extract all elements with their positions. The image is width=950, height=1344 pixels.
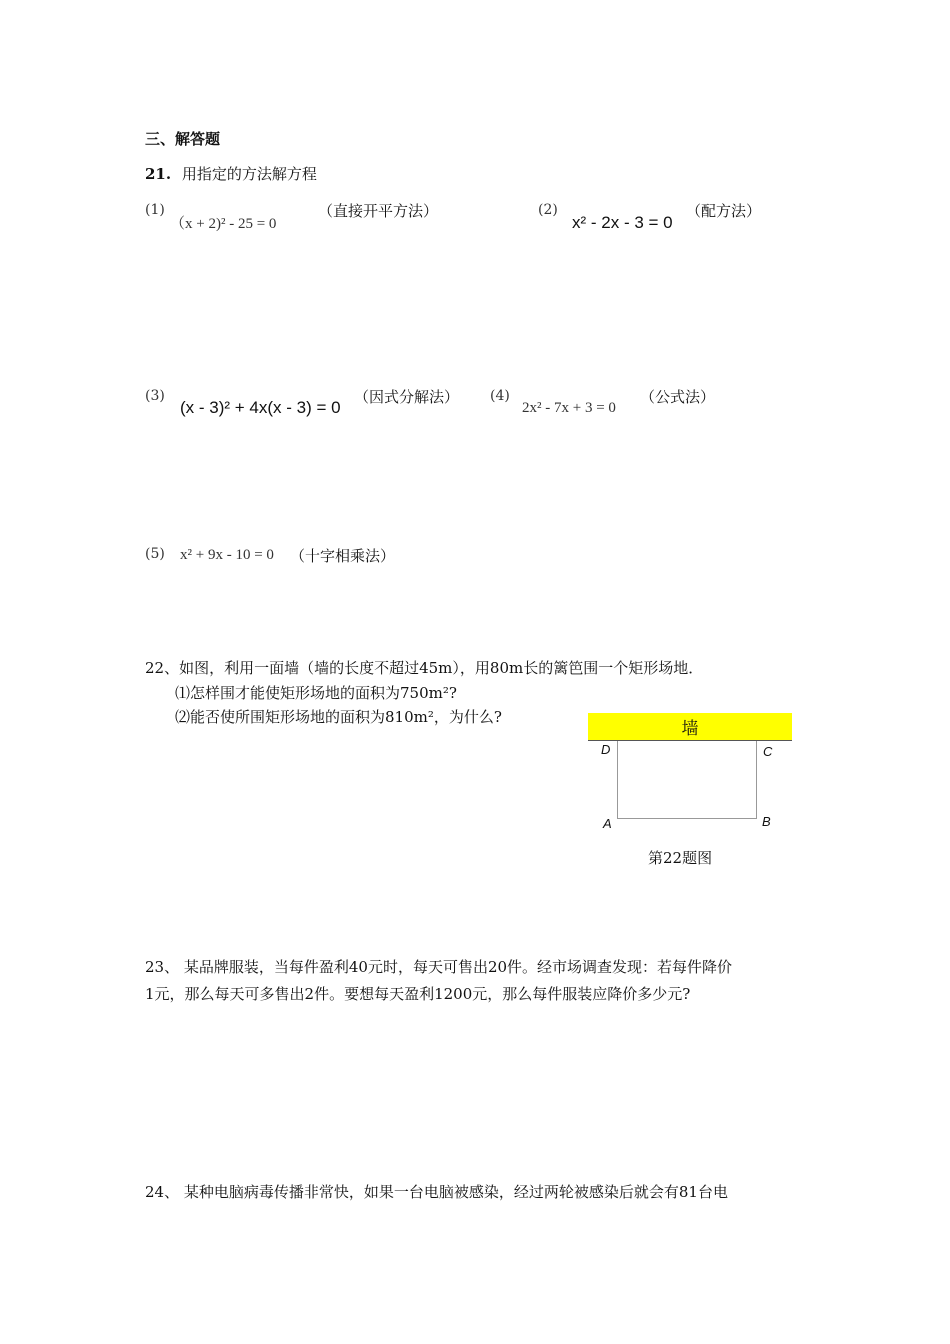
- point-d-label: D: [601, 742, 611, 757]
- figure-caption: 第22题图: [648, 849, 713, 867]
- q21-item5-index: (5): [145, 546, 165, 562]
- q21-item4-index: (4): [490, 388, 510, 404]
- q21-item4-method: （公式法）: [640, 388, 716, 406]
- q22-sub1: ⑴怎样围才能使矩形场地的面积为750m²?: [175, 684, 457, 702]
- section-title: 三、解答题: [145, 130, 221, 148]
- q21-prompt: 用指定的方法解方程: [181, 165, 317, 183]
- q21-item3-index: (3): [145, 388, 165, 404]
- q24-line1: 24、 某种电脑病毒传播非常快，如果一台电脑被感染，经过两轮被感染后就会有81台电: [145, 1183, 728, 1201]
- point-b-label: B: [762, 814, 771, 829]
- point-a-label: A: [603, 816, 612, 831]
- q21-header: [145, 163, 317, 184]
- q21-item2-index: (2): [538, 202, 558, 218]
- wall-label: 墙: [681, 719, 699, 739]
- q21-item1-index: (1): [145, 202, 165, 218]
- point-c-label: C: [763, 744, 773, 759]
- wall-bar: [588, 713, 792, 741]
- q21-item4-equation: 2x² - 7x + 3 = 0: [522, 400, 616, 416]
- q21-item2-method: （配方法）: [686, 202, 762, 220]
- q21-item1-equation: （x + 2)² - 25 = 0: [170, 216, 277, 232]
- q22-stem: 22、如图，利用一面墙（墙的长度不超过45m），用80m长的篱笆围一个矩形场地．: [145, 659, 704, 677]
- q23-line1: 23、 某品牌服装，当每件盈利40元时，每天可售出20件。经市场调查发现：若每件降价: [145, 958, 733, 976]
- q23-line2: 1元，那么每天可多售出2件。要想每天盈利1200元，那么每件服装应降价多少元?: [145, 985, 691, 1003]
- q22-sub2: ⑵能否使所围矩形场地的面积为810m²，为什么?: [175, 708, 502, 726]
- q21-item5-equation: x² + 9x - 10 = 0: [180, 547, 274, 563]
- q21-item3-method: （因式分解法）: [354, 388, 460, 406]
- q21-item5-method: （十字相乘法）: [290, 547, 396, 565]
- q21-item2-equation: x² - 2x - 3 = 0: [572, 213, 673, 232]
- q21-item3-equation: (x - 3)² + 4x(x - 3) = 0: [180, 398, 341, 417]
- rectangle-field: [617, 741, 757, 819]
- q21-number: 21.: [145, 165, 172, 183]
- q21-item1-method: （直接开平方法）: [318, 202, 439, 220]
